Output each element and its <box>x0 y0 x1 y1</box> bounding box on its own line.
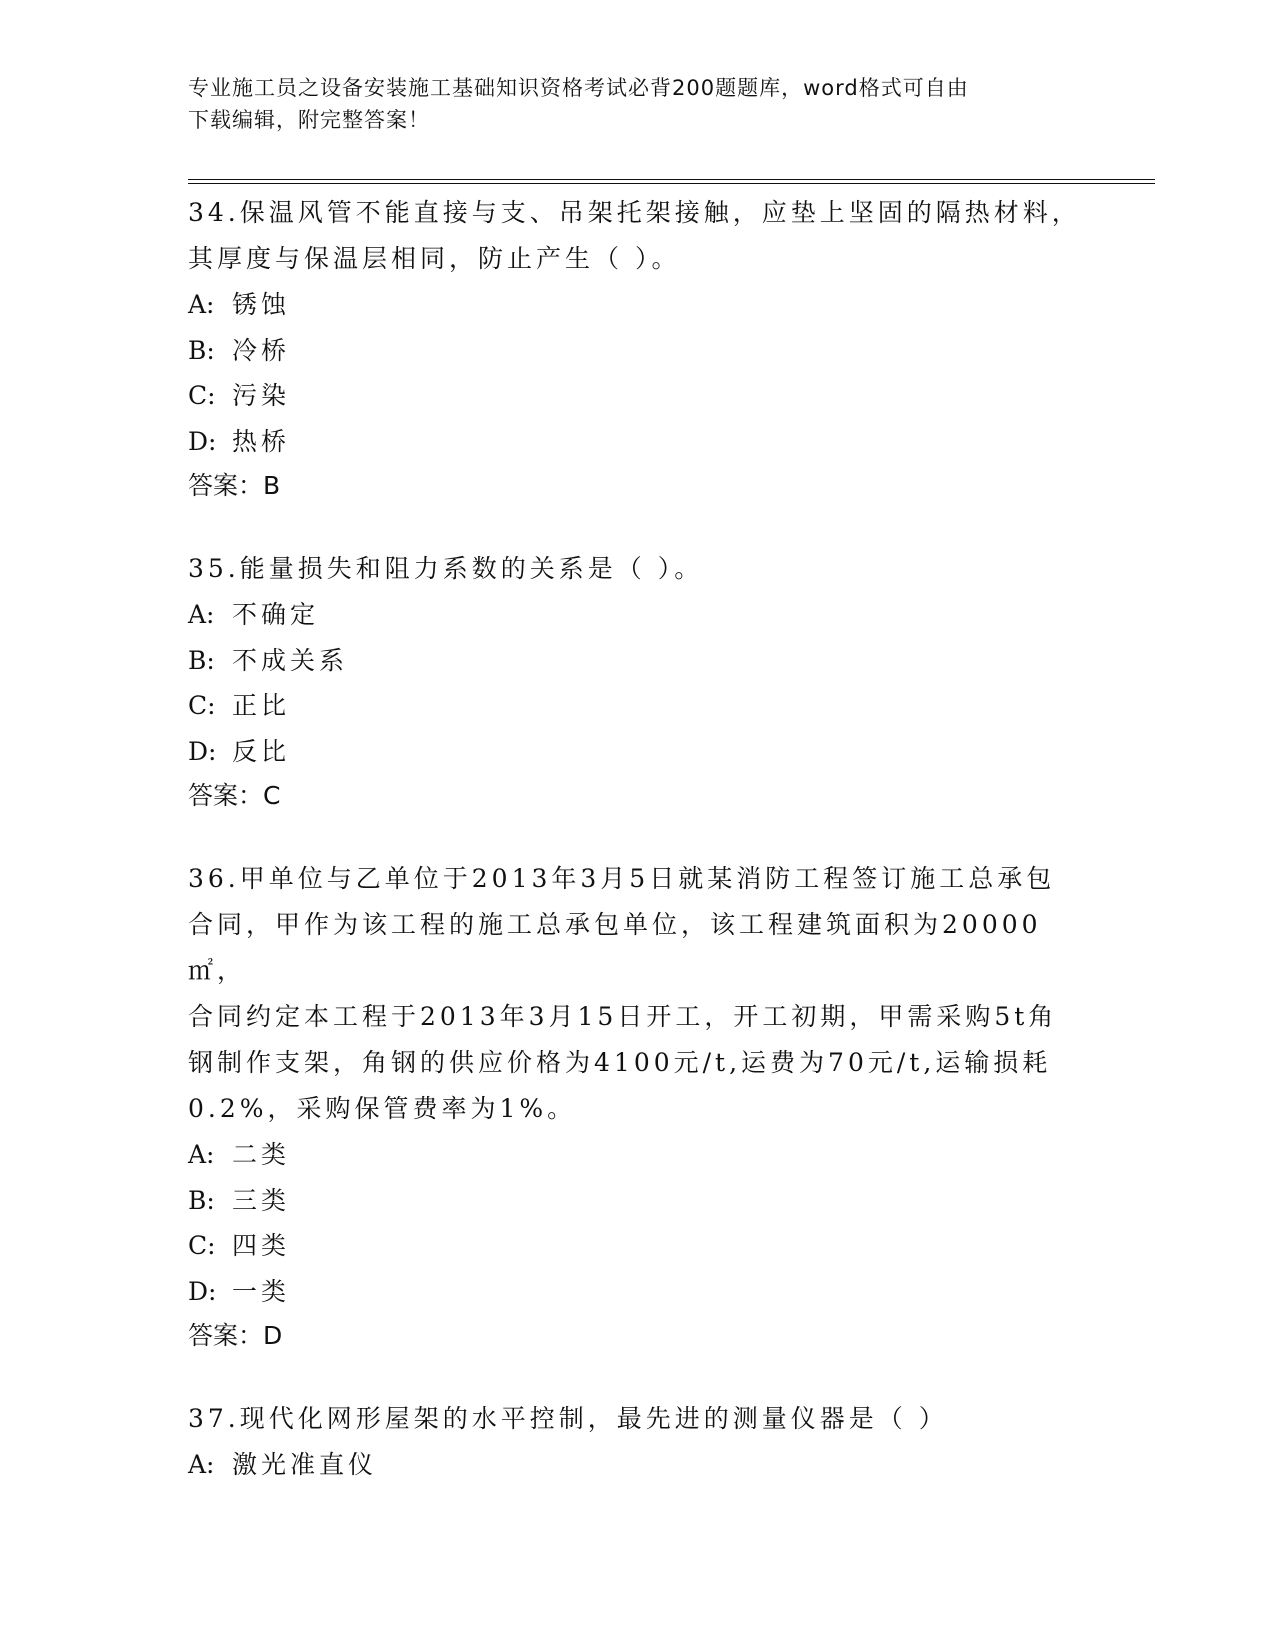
option-letter: C: <box>188 381 216 410</box>
answer-line: 答案：C <box>188 781 281 810</box>
option-text: 激光准直仪 <box>232 1450 378 1479</box>
option-row <box>188 1442 1088 1488</box>
option-text: 锈蚀 <box>232 290 291 319</box>
option-text: 三类 <box>232 1185 291 1215</box>
option-text: 不确定 <box>232 600 320 629</box>
option-text: 热桥 <box>232 426 291 456</box>
option-letter: A: <box>188 600 215 629</box>
option-letter: A: <box>188 1450 215 1479</box>
option-text: 污染 <box>232 381 291 410</box>
option-letter: C: <box>188 691 216 720</box>
question-text-line: 合同约定本工程于2013年3月15日开工，开工初期，甲需采购5t角 <box>188 1002 1058 1031</box>
option-letter: D: <box>188 426 217 456</box>
header-divider-top <box>188 179 1155 180</box>
option-letter: C: <box>188 1231 216 1260</box>
option-row <box>188 373 1088 419</box>
option-row <box>188 592 1088 638</box>
document-header <box>188 72 1088 136</box>
question-text-line: 钢制作支架，角钢的供应价格为4100元/t,运费为70元/t,运输损耗 <box>188 1048 1052 1077</box>
option-row <box>188 1223 1088 1269</box>
question-text-line: 37.现代化网形屋架的水平控制，最先进的测量仪器是（ ） <box>188 1404 948 1433</box>
header-line-2: 下载编辑，附完整答案！ <box>188 108 430 132</box>
question-block <box>188 1396 1088 1488</box>
option-text: 反比 <box>232 736 291 766</box>
question-block <box>188 856 1088 1358</box>
option-letter: A: <box>188 290 215 319</box>
option-row <box>188 729 1088 775</box>
question-text-line: 36.甲单位与乙单位于2013年3月5日就某消防工程签订施工总承包 <box>188 864 1056 893</box>
question-text-line: 其厚度与保温层相同，防止产生（ ）。 <box>188 244 681 273</box>
question-text-line: 0.2%，采购保管费率为1%。 <box>188 1094 577 1123</box>
question-block <box>188 546 1088 818</box>
option-letter: B: <box>188 335 215 365</box>
option-row <box>188 282 1088 328</box>
option-text: 正比 <box>232 691 291 720</box>
option-text: 四类 <box>232 1231 291 1260</box>
option-row <box>188 683 1088 729</box>
option-text: 二类 <box>232 1140 291 1169</box>
question-text-line: 合同，甲作为该工程的施工总承包单位，该工程建筑面积为20000㎡， <box>188 910 1042 985</box>
option-letter: D: <box>188 736 217 766</box>
option-letter: B: <box>188 1185 215 1215</box>
header-line-1: 专业施工员之设备安装施工基础知识资格考试必背200题题库，word格式可自由 <box>188 76 969 100</box>
option-row <box>188 328 1088 374</box>
question-block <box>188 190 1088 508</box>
option-letter: A: <box>188 1140 215 1169</box>
option-text: 冷桥 <box>232 335 291 365</box>
option-text: 不成关系 <box>232 645 349 675</box>
answer-line: 答案：D <box>188 1321 283 1350</box>
answer-line: 答案：B <box>188 471 281 500</box>
option-row <box>188 1132 1088 1178</box>
question-text-line: 35.能量损失和阻力系数的关系是（ ）。 <box>188 554 704 583</box>
header-divider-bottom <box>188 183 1155 184</box>
question-text-line: 34.保温风管不能直接与支、吊架托架接触，应垫上坚固的隔热材料， <box>188 198 1081 227</box>
option-row <box>188 1269 1088 1315</box>
option-letter: B: <box>188 645 215 675</box>
option-letter: D: <box>188 1276 217 1306</box>
question-list <box>188 190 1088 1526</box>
option-row <box>188 1178 1088 1224</box>
option-row <box>188 638 1088 684</box>
option-row <box>188 419 1088 465</box>
option-text: 一类 <box>232 1276 291 1306</box>
